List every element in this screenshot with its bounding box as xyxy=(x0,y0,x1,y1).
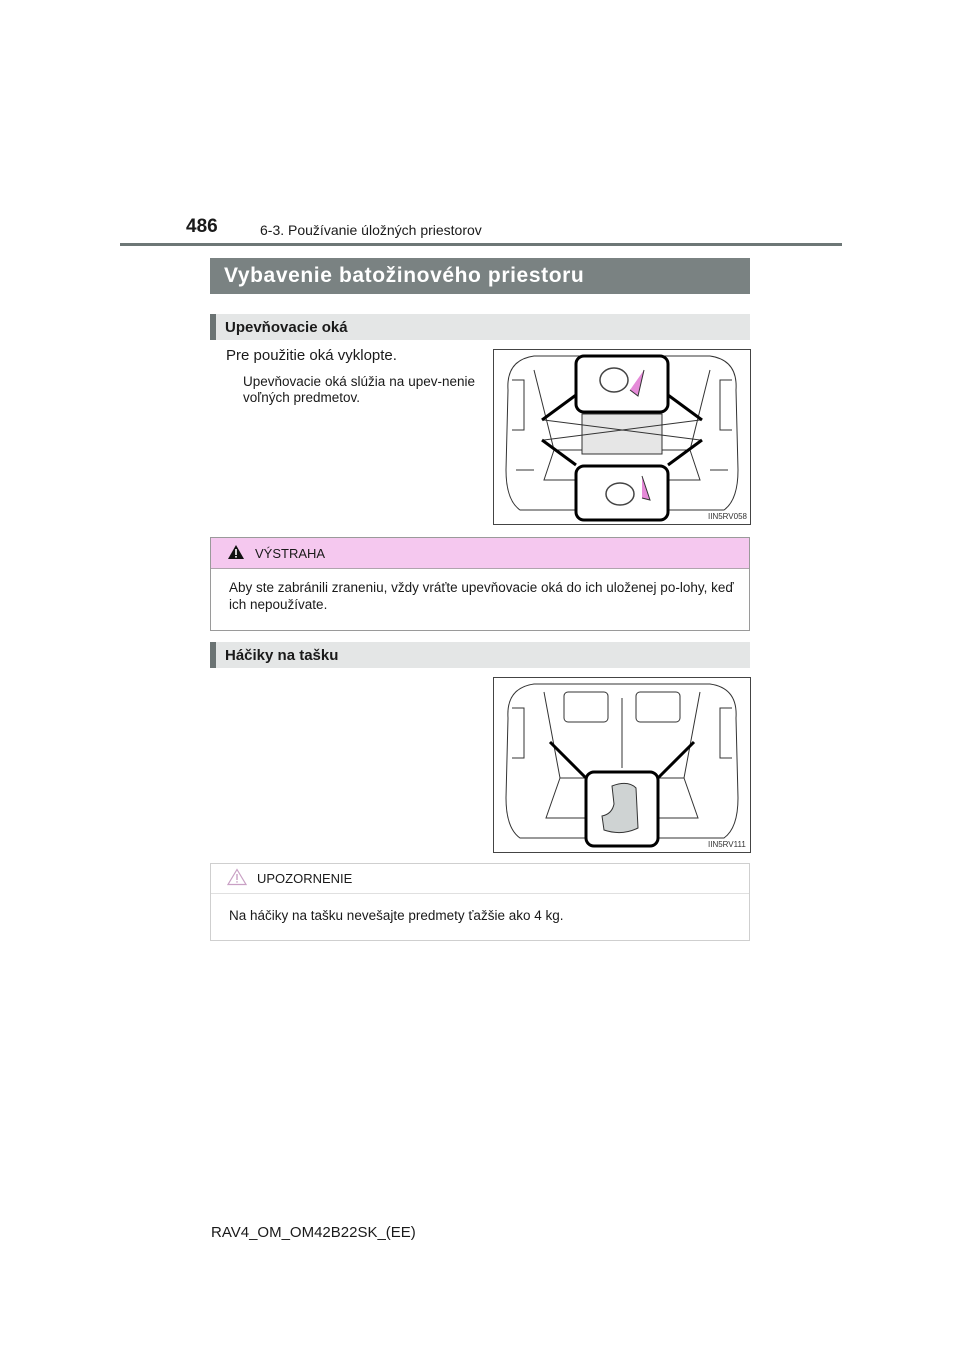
tie-down-figure xyxy=(493,349,751,525)
subheading-tie-down xyxy=(210,314,750,340)
header-rule xyxy=(120,243,842,246)
section-title xyxy=(210,258,750,294)
notice-header xyxy=(211,864,749,894)
cargo-area-illustration xyxy=(494,350,750,524)
warning-triangle-icon xyxy=(227,544,245,563)
subheading-bag-hooks-text: Háčiky na tašku xyxy=(225,646,339,664)
figure-id-2: IIN5RV111 xyxy=(708,840,746,849)
warning-box xyxy=(210,537,750,631)
warning-label: VÝSTRAHA xyxy=(255,545,326,561)
subheading-bag-hooks xyxy=(210,642,750,668)
subheading-tie-down-text: Upevňovacie oká xyxy=(225,318,348,336)
notice-text: Na háčiky na tašku nevešajte predmety ťažšie ako 4 kg. xyxy=(229,908,564,923)
notice-box xyxy=(210,863,750,941)
warning-text: Aby ste zabránili zraneniu, vždy vráťte upevňovacie oká do ich uloženej po-lohy, keď ich nepoužívate. xyxy=(229,580,734,612)
bag-hook-illustration xyxy=(494,678,750,852)
figure-id-1: IIN5RV058 xyxy=(708,512,747,521)
chapter-title: 6-3. Používanie úložných priestorov xyxy=(260,222,482,238)
section-title-text: Vybavenie batožinového priestoru xyxy=(224,264,585,287)
caution-triangle-icon xyxy=(227,868,247,889)
warning-header xyxy=(211,538,749,569)
tie-down-description: Upevňovacie oká slúžia na upev-nenie voľných predmetov. xyxy=(243,374,475,405)
notice-label: UPOZORNENIE xyxy=(257,871,353,886)
footer-document-code: RAV4_OM_OM42B22SK_(EE) xyxy=(211,1224,416,1241)
page-number: 486 xyxy=(186,216,218,237)
tie-down-instruction: Pre použitie oká vyklopte. xyxy=(226,347,397,364)
bag-hook-figure xyxy=(493,677,751,853)
